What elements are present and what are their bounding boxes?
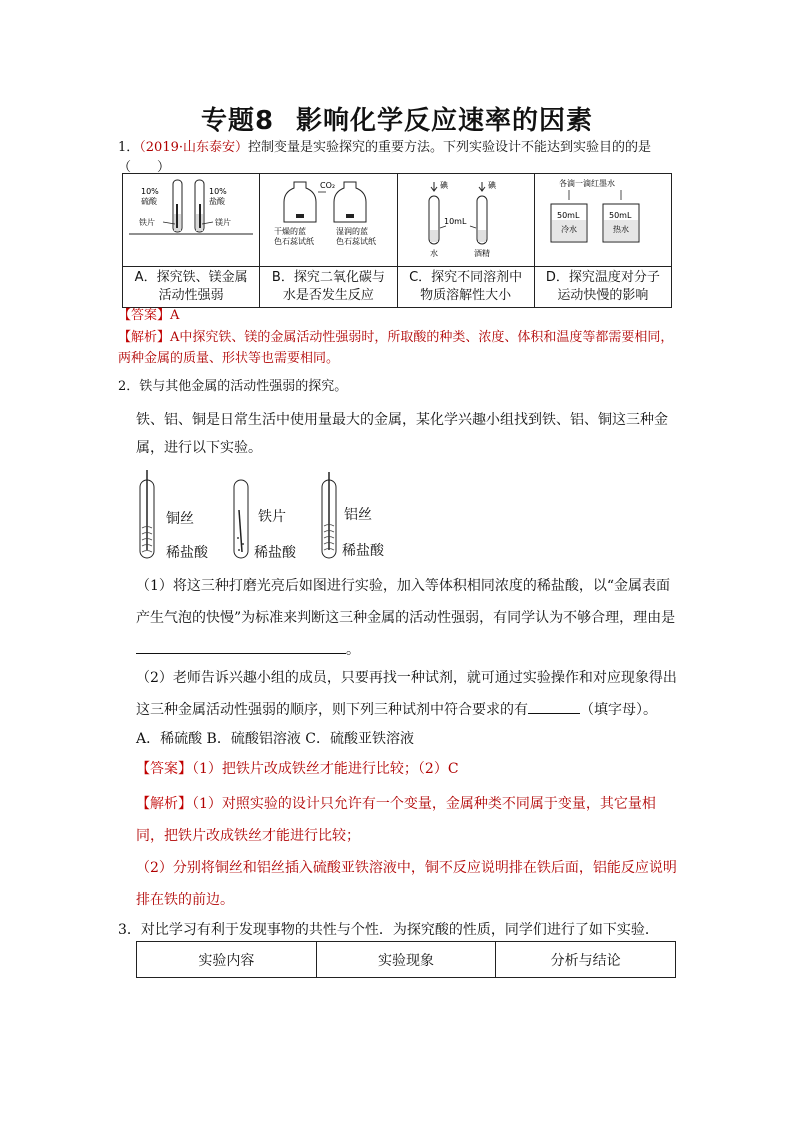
label-iodine-1: 碘 [439, 181, 448, 190]
question-number: 2． [118, 379, 140, 394]
figure-a [123, 174, 260, 267]
part-1-end: 。 [346, 642, 360, 658]
title-topic: 专题8 [200, 106, 275, 136]
question-1-options-table [122, 173, 672, 308]
title-name: 影响化学反应速率的因素 [296, 106, 594, 136]
option-a: A．探究铁、镁金属活动性强弱 [123, 267, 260, 308]
table-header-row [137, 942, 676, 978]
analysis-label: 【解析】 [118, 330, 171, 345]
question-source: （2019·山东泰安） [139, 140, 248, 155]
part-2-text: （2）老师告诉兴趣小组的成员，只要再找一种试剂，就可通过实验操作和对应现象得出这三种金属活动性强弱的顺序，则下列三种试剂中符合要求的有 [136, 670, 677, 718]
analysis-text-2: （2）分别将铜丝和铝丝插入硫酸亚铁溶液中，铜不反应说明排在铁后面，铝能反应说明排在铁的前边。 [136, 860, 677, 908]
question-3-table [136, 941, 676, 978]
tube-1-acid: 稀盐酸 [166, 545, 208, 561]
gas-bottles-figure [260, 174, 396, 262]
part-1-text: （1）将这三种打磨光亮后如图进行实验，加入等体积相同浓度的稀盐酸，以“金属表面产生气泡的快慢”为标准来判断这三种金属的活动性强弱，有同学认为不够合理，理由是 [136, 578, 676, 626]
question-2-analysis [136, 788, 681, 916]
label-volume: 10mL [443, 217, 466, 226]
question-text: 对比学习有利于发现事物的共性与个性．为探究酸的性质，同学们进行了如下实验． [140, 922, 659, 938]
answer-blank-1[interactable] [136, 637, 346, 654]
answer-text: （1）把铁片改成铁丝才能进行比较；（2）C [192, 761, 459, 777]
question-3-stem [118, 918, 688, 942]
tube-2-metal: 铁片 [258, 509, 286, 525]
tube-1-metal: 铜丝 [166, 511, 194, 527]
question-2-part-1 [136, 570, 681, 666]
tube-3-acid: 稀盐酸 [342, 543, 384, 559]
question-1-answer [118, 306, 678, 326]
label-wet-paper-2: 色石蕊试纸 [336, 237, 377, 246]
question-text: 控制变量是实验探究的重要方法。下列实验设计不能达到实验目的的是（ ） [118, 140, 652, 175]
question-2-intro: 铁、铝、铜是日常生活中使用量最大的金属，某化学兴趣小组找到铁、铝、铜这三种金属，进行以下实验。 [136, 412, 668, 456]
question-number: 3． [118, 922, 141, 938]
label-metal-left: 铁片 [139, 218, 155, 227]
label-volume-2: 50mL [608, 211, 632, 220]
option-b: B．探究二氧化碳与水是否发生反应 [260, 267, 397, 308]
question-2-answer [136, 757, 681, 781]
part-2-end: （填字母）。 [580, 702, 657, 718]
label-hot-water: 热水 [612, 225, 629, 234]
figure-c [397, 174, 534, 267]
question-number: 1． [118, 140, 140, 155]
beakers-figure [535, 174, 671, 262]
option-d: D．探究温度对分子运动快慢的影响 [534, 267, 671, 308]
figure-d [534, 174, 671, 267]
test-tubes-acid-figure [123, 174, 259, 262]
label-acid1-conc: 10% [141, 187, 159, 196]
question-2-stem [118, 377, 678, 397]
analysis-label: 【解析】 [136, 796, 192, 812]
tube-3-metal: 铝丝 [344, 507, 372, 523]
label-dry-paper-2: 色石蕊试纸 [274, 237, 315, 246]
answer-label: 【答案】 [136, 761, 192, 777]
header-phenomenon: 实验现象 [316, 942, 496, 978]
label-water: 水 [429, 249, 438, 258]
label-acid2-conc: 10% [209, 187, 227, 196]
question-2-part-2 [136, 662, 681, 726]
answer-blank-2[interactable] [528, 697, 580, 714]
label-alcohol: 酒精 [473, 249, 490, 258]
analysis-text-1: （1）对照实验的设计只允许有一个变量，金属种类不同属于变量，其它量相同，把铁片改成铁丝才能进行比较； [136, 796, 656, 844]
answer-text: A [170, 308, 180, 323]
question-2-choices: A．稀硫酸 B．硫酸铝溶液 C．硫酸亚铁溶液 [136, 731, 415, 747]
label-metal-right: 镁片 [215, 218, 231, 227]
tube-2-acid: 稀盐酸 [254, 545, 296, 561]
header-content: 实验内容 [137, 942, 317, 978]
option-c: C．探究不同溶剂中物质溶解性大小 [397, 267, 534, 308]
label-red-ink: 各滴一滴红墨水 [558, 179, 615, 188]
analysis-text: A中探究铁、镁的金属活动性强弱时，所取酸的种类、浓度、体积和温度等都需要相同，两种金属的质量、形状等也需要相同。 [118, 330, 674, 366]
question-1-analysis [118, 327, 678, 369]
label-acid2: 盐酸 [209, 197, 225, 206]
label-acid1: 硫酸 [141, 197, 157, 206]
question-1-stem [118, 138, 678, 178]
metal-tubes-figure [136, 468, 416, 568]
question-text: 铁与其他金属的活动性强弱的探究。 [139, 379, 348, 394]
label-volume-1: 50mL [556, 211, 580, 220]
answer-label: 【答案】 [118, 308, 171, 323]
header-conclusion: 分析与结论 [496, 942, 676, 978]
label-iodine-2: 碘 [487, 181, 496, 190]
figure-b [260, 174, 397, 267]
label-gas: CO₂ [320, 181, 336, 190]
label-dry-paper-1: 干燥的蓝 [274, 227, 307, 236]
label-cold-water: 冷水 [560, 225, 577, 234]
iodine-solvent-figure [398, 174, 534, 262]
page-title [0, 100, 794, 137]
label-wet-paper-1: 湿润的蓝 [336, 227, 369, 236]
